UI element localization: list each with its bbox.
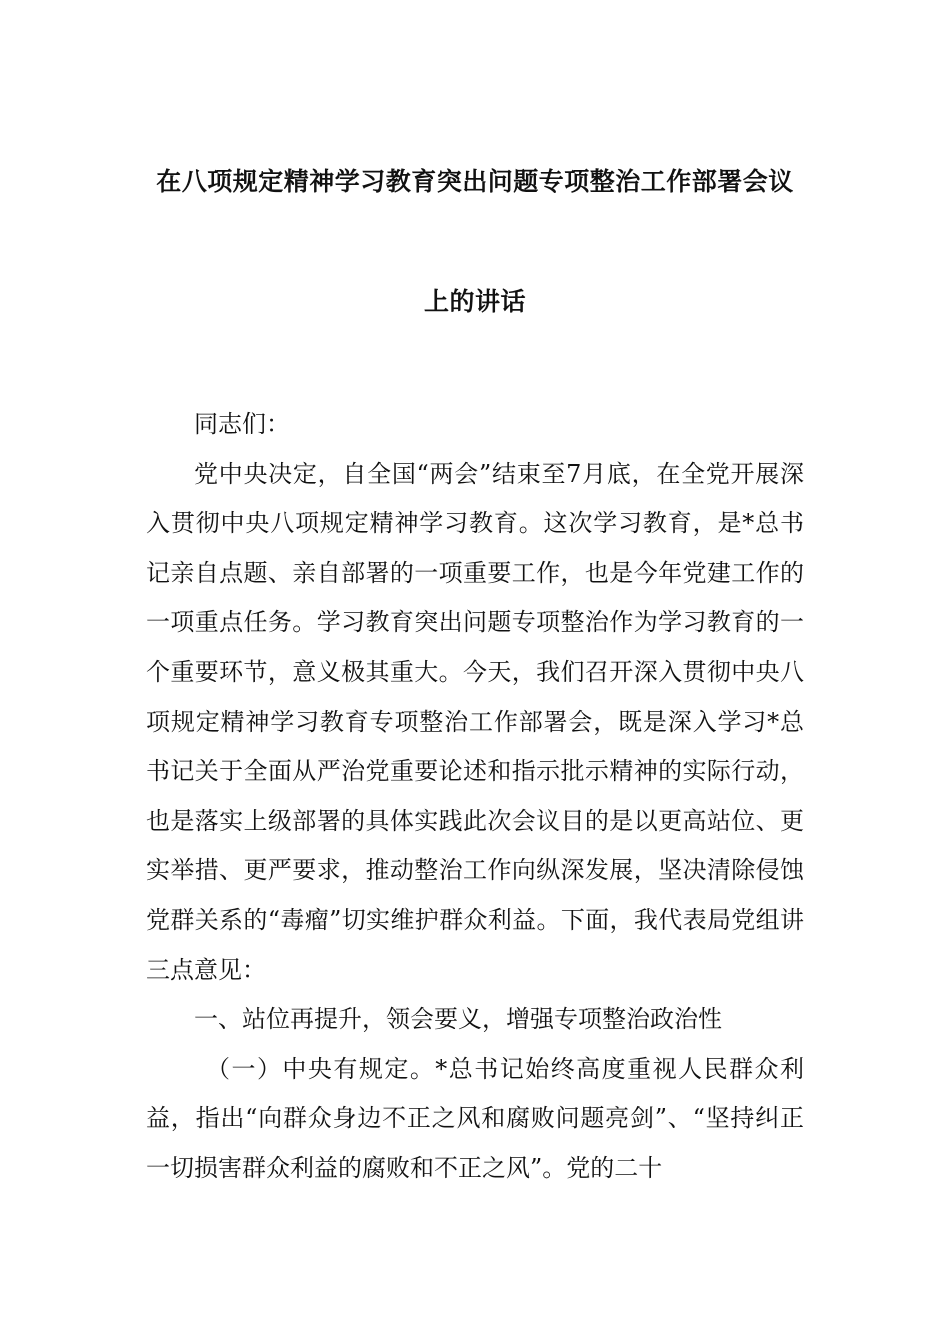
document-title-line-1: 在八项规定精神学习教育突出问题专项整治工作部署会议 — [156, 167, 794, 196]
salutation: 同志们： — [194, 410, 290, 438]
document-body — [146, 400, 804, 1194]
paragraph-central-regulation: （一）中央有规定。*总书记始终高度重视人民群众利益，指出“向群众身边不正之风和腐败问题亮剑”、“坚持纠正一切损害群众利益的腐败和不正之风”。党的二十 — [146, 1054, 804, 1182]
document-page — [146, 0, 804, 1344]
document-title-line-2: 上的讲话 — [423, 287, 526, 316]
paragraph-intro: 党中央决定，自全国“两会”结束至7月底，在全党开展深入贯彻中央八项规定精神学习教育。这次学习教育，是*总书记亲自点题、亲自部署的一项重要工作，也是今年党建工作的一项重点任务。学习教育突出问题专项整治作为学习教育的一个重要环节，意义极其重大。今天，我们召开深入贯彻中央八项规定精神学习教育专项整治工作部署会，既是深入学习*总书记关于全面从严治党重要论述和指示批示精神的实际行动，也是落实上级部署的具体实践此次会议目的是以更高站位、更实举措、更严要求，推动整治工作向纵深发展，坚决清除侵蚀党群关系的“毒瘤”切实维护群众利益。下面，我代表局党组讲三点意见： — [146, 459, 804, 984]
section-heading-1: 一、站位再提升，领会要义，增强专项整治政治性 — [194, 1005, 722, 1034]
